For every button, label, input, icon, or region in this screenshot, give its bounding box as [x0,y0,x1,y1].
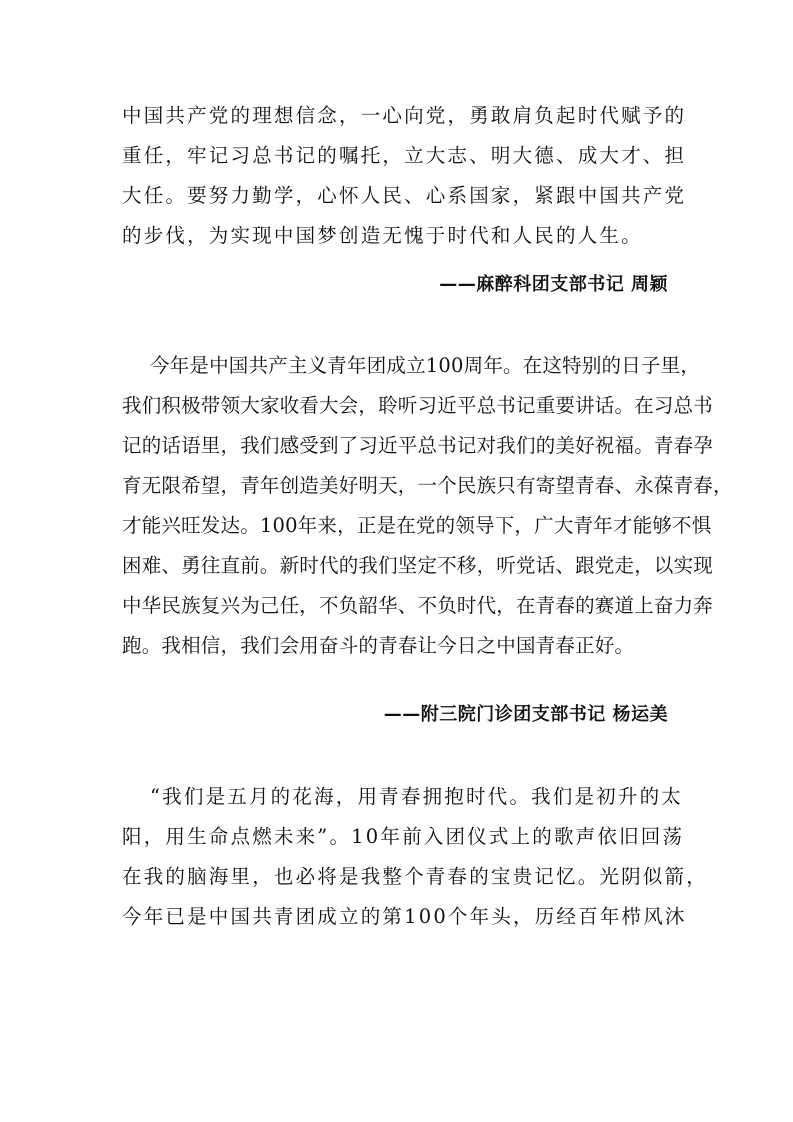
paragraph-line: 困难、勇往直前。新时代的我们坚定不移，听党话、跟党走，以实现 [122,554,714,577]
paragraph-line: 才能兴旺发达。100年来，正是在党的领导下，广大青年才能够不惧 [122,514,712,537]
paragraph-line: 大任。要努力勤学，心怀人民、心系国家，紧跟中国共产党 [122,184,687,207]
paragraph-line: 今年已是中国共青团成立的第100个年头，历经百年栉风沐 [122,905,687,928]
signature-1: ——麻醉科团支部书记 周颖 [439,274,668,295]
paragraph-line: 的步伐，为实现中国梦创造无愧于时代和人民的人生。 [122,224,643,247]
paragraph-line: 中国共产党的理想信念，一心向党，勇敢肩负起时代赋予的 [122,104,687,127]
paragraph-line: 阳，用生命点燃未来”。10年前入团仪式上的歌声依旧回荡 [122,825,685,848]
paragraph-line: 育无限希望，青年创造美好明天，一个民族只有寄望青春、永葆青春， [122,474,733,497]
paragraph-line: 在我的脑海里，也必将是我整个青春的宝贵记忆。光阴似箭， [122,865,708,888]
paragraph-line: 跑。我相信，我们会用奋斗的青春让今日之中国青春正好。 [122,634,635,657]
paragraph-line: 重任，牢记习总书记的嘱托，立大志、明大德、成大才、担 [122,144,687,167]
paragraph-3 [122,777,708,937]
paragraph-line: 今年是中国共产主义青年团成立100周年。在这特别的日子里， [150,354,701,377]
paragraph-2 [122,346,733,666]
paragraph-line: 记的话语里，我们感受到了习近平总书记对我们的美好祝福。青春孕 [122,434,714,457]
paragraph-line: 中华民族复兴为己任，不负韶华、不负时代，在青春的赛道上奋力奔 [122,594,714,617]
paragraph-line: “我们是五月的花海，用青春拥抱时代。我们是初升的太 [150,785,683,808]
signature-2: ——附三院门诊团支部书记 杨运美 [383,704,668,725]
paragraph-line: 我们积极带领大家收看大会，聆听习近平总书记重要讲话。在习总书 [122,394,714,417]
paragraph-1 [122,96,687,256]
